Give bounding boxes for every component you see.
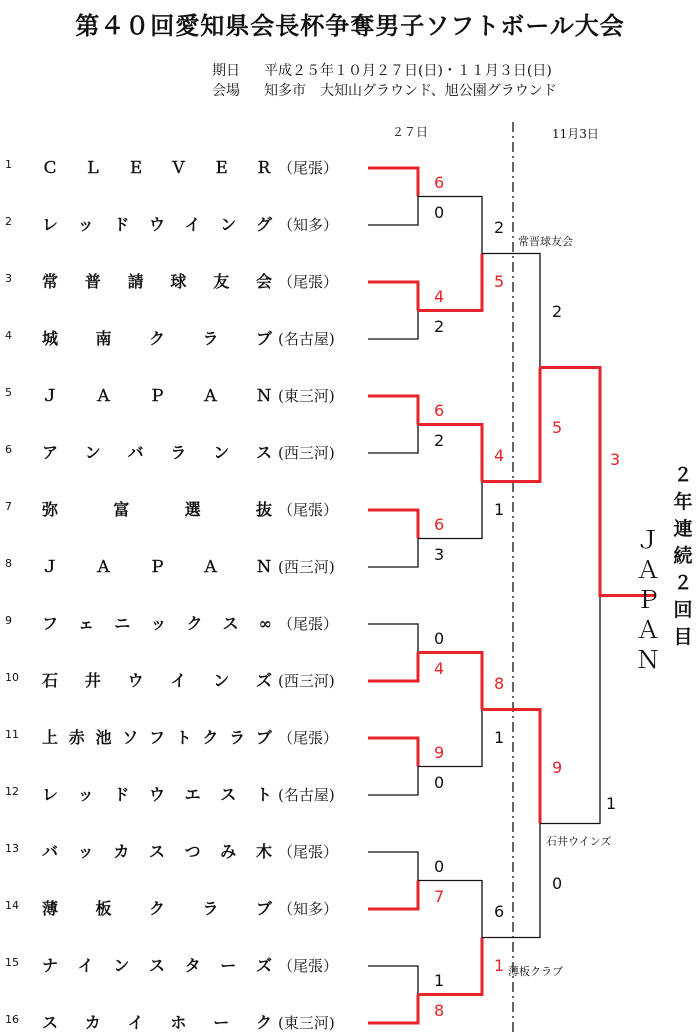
team-seed-number: 1	[5, 158, 12, 171]
date-label: 期日	[212, 63, 240, 79]
team-seed-number: 5	[5, 386, 12, 399]
bracket-line-winner	[418, 425, 482, 482]
score-label: 9	[434, 742, 445, 762]
semi-winner-bottom: 石井ウインズ	[546, 835, 612, 848]
team-name: ナ イ ン ス タ ー ズ	[42, 956, 272, 975]
score-label: 6	[434, 172, 445, 192]
team-region: （尾張）	[278, 957, 339, 975]
bracket-line-winner	[368, 738, 418, 767]
team-name: 常 普 請 球 友 会	[42, 272, 272, 291]
score-label: 1	[494, 727, 505, 747]
team-region: （尾張）	[278, 615, 339, 633]
score-label: 1	[606, 793, 617, 813]
score-label: 4	[494, 445, 505, 465]
score-label: 1	[494, 499, 505, 519]
team-name: 薄 板 ク ラ ブ	[42, 899, 272, 918]
team-region: （尾張）	[278, 159, 339, 177]
team-seed-number: 9	[5, 614, 12, 627]
team-name: 上 赤 池 ソ フ ト ク ラ ブ	[42, 728, 272, 747]
team-region: （知多）	[278, 216, 339, 234]
score-label: 6	[434, 514, 445, 534]
team-seed-number: 2	[5, 215, 12, 228]
bracket-line-winner	[482, 368, 540, 482]
bracket-line-loser	[368, 425, 418, 454]
bracket-line-loser	[418, 482, 482, 539]
bracket-line-loser	[368, 624, 418, 653]
score-label: 5	[494, 271, 505, 291]
team-seed-number: 16	[5, 1013, 19, 1026]
team-seed-number: 14	[5, 899, 19, 912]
team-name: レ ッ ド ウ イ ン グ	[42, 215, 272, 234]
vertical-char: ２	[673, 464, 693, 486]
team-seed-number: 10	[5, 671, 19, 684]
score-label: 1	[494, 955, 505, 975]
team-region: (西三河)	[278, 558, 335, 576]
bracket-line-winner	[368, 881, 418, 910]
team-seed-number: 11	[5, 728, 19, 741]
team-region: （知多）	[278, 900, 339, 918]
bracket-line-winner	[418, 254, 482, 311]
team-seed-number: 8	[5, 557, 12, 570]
semi-winner-bottom2: 薄板クラブ	[508, 965, 563, 978]
bracket-line-winner	[368, 282, 418, 311]
bracket-line-winner	[368, 510, 418, 539]
team-name: 石 井 ウ イ ン ズ	[42, 671, 272, 690]
champion-note	[672, 462, 694, 651]
vertical-char: Ｎ	[636, 646, 660, 674]
bracket-line-loser	[482, 254, 540, 368]
vertical-char: ２	[673, 572, 693, 594]
score-label: 1	[434, 970, 445, 990]
team-region: （尾張）	[278, 273, 339, 291]
team-region: (名古屋)	[278, 786, 335, 804]
score-label: 2	[434, 430, 445, 450]
vertical-char: 回	[673, 599, 693, 621]
score-label: 5	[552, 417, 563, 437]
bracket-line-winner	[482, 710, 540, 824]
bracket-line-loser	[482, 824, 540, 938]
bracket-line-loser	[368, 197, 418, 226]
vertical-char: Ｐ	[636, 586, 660, 614]
team-region: (東三河)	[278, 1014, 335, 1032]
team-name: Ｊ Ａ Ｐ Ａ Ｎ	[42, 386, 272, 405]
score-label: 2	[552, 301, 563, 321]
score-label: 2	[434, 316, 445, 336]
team-region: (西三河)	[278, 444, 335, 462]
team-seed-number: 12	[5, 785, 19, 798]
team-region: （尾張）	[278, 729, 339, 747]
team-region: (西三河)	[278, 672, 335, 690]
bracket-line-loser	[418, 710, 482, 767]
bracket-line-winner	[368, 396, 418, 425]
day2-label: 11月3日	[552, 127, 599, 141]
bracket-line-loser	[368, 852, 418, 881]
team-name: Ｊ Ａ Ｐ Ａ Ｎ	[42, 557, 272, 576]
bracket-line-winner	[418, 653, 482, 710]
score-label: 3	[434, 544, 445, 564]
bracket-line-loser	[368, 767, 418, 796]
vertical-char: Ａ	[636, 616, 660, 644]
bracket-line-winner	[418, 938, 482, 995]
score-label: 3	[610, 449, 621, 469]
team-region: （尾張）	[278, 843, 339, 861]
team-name: 弥 富 選 抜	[42, 500, 272, 519]
team-name: Ｃ Ｌ Ｅ Ｖ Ｅ Ｒ	[42, 158, 272, 177]
team-name: バ ッ カ ス つ み 木	[42, 842, 272, 861]
score-label: 7	[434, 886, 445, 906]
date-value: 平成２５年１０月２７日(日)・１１月３日(日)	[264, 63, 552, 79]
bracket-line-loser	[418, 197, 482, 254]
score-label: 4	[434, 658, 445, 678]
champion-name	[634, 525, 662, 675]
score-label: 8	[434, 1000, 445, 1020]
team-seed-number: 6	[5, 443, 12, 456]
vertical-char: 続	[673, 545, 693, 567]
team-name: 城 南 ク ラ ブ	[42, 329, 272, 348]
bracket-line-loser	[368, 966, 418, 995]
venue-label: 会場	[212, 83, 240, 99]
score-label: 8	[494, 673, 505, 693]
score-label: 0	[552, 873, 563, 893]
bracket-line-loser	[368, 311, 418, 340]
bracket-line-loser	[368, 539, 418, 568]
semi-winner-top: 常晋球友会	[518, 235, 573, 248]
score-label: 0	[434, 202, 445, 222]
score-label: 0	[434, 772, 445, 792]
team-seed-number: 3	[5, 272, 12, 285]
bracket-line-winner	[368, 995, 418, 1024]
bracket-line-loser	[540, 596, 600, 824]
page-title: 第４０回愛知県会長杯争奪男子ソフトボール大会	[75, 11, 625, 40]
team-seed-number: 7	[5, 500, 12, 513]
bracket-line-winner	[368, 653, 418, 682]
score-label: 9	[552, 757, 563, 777]
team-seed-number: 15	[5, 956, 19, 969]
vertical-char: 年	[673, 491, 693, 513]
score-label: 6	[434, 400, 445, 420]
vertical-char: 連	[673, 518, 693, 540]
team-name: ス カ イ ホ ー ク	[42, 1013, 272, 1032]
vertical-char: Ａ	[636, 556, 660, 584]
day1-label: ２７日	[392, 125, 429, 139]
vertical-char: 目	[673, 626, 693, 648]
vertical-char: Ｊ	[636, 526, 660, 554]
bracket-line-loser	[418, 881, 482, 938]
team-seed-number: 13	[5, 842, 19, 855]
bracket-line-winner	[368, 168, 418, 197]
score-label: 2	[494, 217, 505, 237]
team-name: レ ッ ド ウ エ ス ト	[42, 785, 272, 804]
team-region: (名古屋)	[278, 330, 335, 348]
team-region: (東三河)	[278, 387, 335, 405]
score-label: 0	[434, 628, 445, 648]
venue-value: 知多市 大知山グラウンド、旭公園グラウンド	[264, 83, 557, 99]
team-name: フ ェ ニ ッ ク ス ∞	[42, 614, 272, 633]
score-label: 6	[494, 901, 505, 921]
team-region: （尾張）	[278, 501, 339, 519]
team-name: ア ン バ ラ ン ス	[42, 443, 272, 462]
team-seed-number: 4	[5, 329, 12, 342]
score-label: 0	[434, 856, 445, 876]
score-label: 4	[434, 286, 445, 306]
